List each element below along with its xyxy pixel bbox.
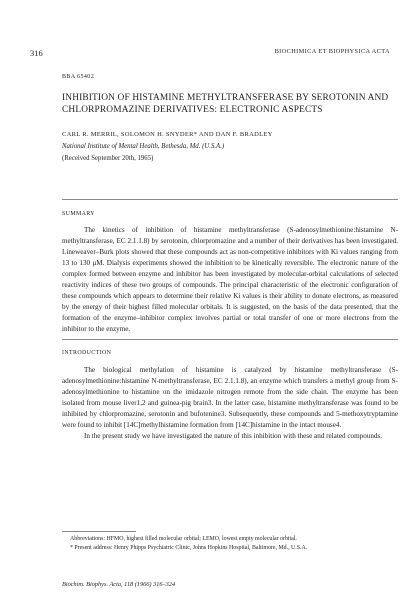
affiliation: National Institute of Mental Health, Bethesda, Md. (U.S.A.) xyxy=(62,143,225,150)
summary-heading: SUMMARY xyxy=(62,211,95,217)
bba-id: BBA 65402 xyxy=(62,74,95,80)
article-title: INHIBITION OF HISTAMINE METHYLTRANSFERASE BY SEROTONIN AND CHLORPROMAZINE DERIVATIVES: ELECTRONIC ASPECTS xyxy=(62,93,389,115)
introduction-heading: INTRODUCTION xyxy=(62,350,112,356)
introduction-paragraph-1: The biological methylation of histamine is catalyzed by histamine methyltransferase (S-adenosylmethionine:histamine N-methyltransferase, EC 2.1.1.8), an enzyme which transfers a methyl group from S-adenosylmethionine to histamine on the imidazole nitrogen remote from the side chain. The enzyme has been isolated from mouse liver1,2 and guinea-pig brain3. In the latter case, histamine methyltransferase was found to be inhibited by chlorpromazine, serotonin and bufotenine3. Subsequently, these compounds and 5-methoxytryptamine were found to inhibit [14C]methylhistamine formation from [14C]histamine in the intact mouse4. xyxy=(62,366,398,429)
authors: CARL R. MERRIL, SOLOMON H. SNYDER* AND DAN F. BRADLEY xyxy=(62,131,273,138)
footnote-present-address: * Present address: Henry Phipps Psychiatric Clinic, Johns Hopkins Hospital, Baltimore, Md., U.S.A. xyxy=(70,545,308,551)
footnote-abbreviations: Abbreviations: HFMO, highest filled molecular orbital; LEMO, lowest empty molecular orbital. xyxy=(70,536,297,542)
introduction-paragraph-2: In the present study we have investigated the nature of this inhibition with these and related compounds. xyxy=(84,432,383,440)
footnote-rule xyxy=(62,531,136,532)
summary-bottom-rule xyxy=(62,339,398,340)
introduction-text-block xyxy=(62,365,398,442)
received-date: (Received September 20th, 1965) xyxy=(62,155,154,162)
footnotes xyxy=(62,535,398,553)
page-number: 316 xyxy=(30,48,43,58)
journal-citation: Biochim. Biophys. Acta, 118 (1966) 316–324 xyxy=(62,581,176,588)
summary-paragraph: The kinetics of inhibition of histamine methyltransferase (S-adenosylmethionine:histamine N-methyltransferase, EC 2.1.1.8) by serotonin, chlorpromazine and a number of their derivatives has been investigated. Lineweaver–Burk plots showed that these compounds act as non-competitive inhibitors with Ki values ranging from 13 to 130 μM. Dialysis experiments showed the inhibition to be kinetically reversible. The electronic nature of the complex formed between enzyme and inhibitor has been investigated by molecular-orbital calculations of selected reactivity indices of these two groups of compounds. The principal characteristic of the electronic configuration of these compounds which appears to determine their relative Ki values is their ability to donate electrons, as measured by the energy of their highest filled molecular orbitals. It is suggested, on the basis of the data presented, that the formation of the enzyme–inhibitor complex involves partial or total transfer of one or more electrons from the inhibitor to the enzyme. xyxy=(62,226,398,333)
summary-text-block xyxy=(62,225,398,335)
summary-top-rule xyxy=(62,199,398,200)
journal-name: BIOCHIMICA ET BIOPHYSICA ACTA xyxy=(274,48,390,55)
